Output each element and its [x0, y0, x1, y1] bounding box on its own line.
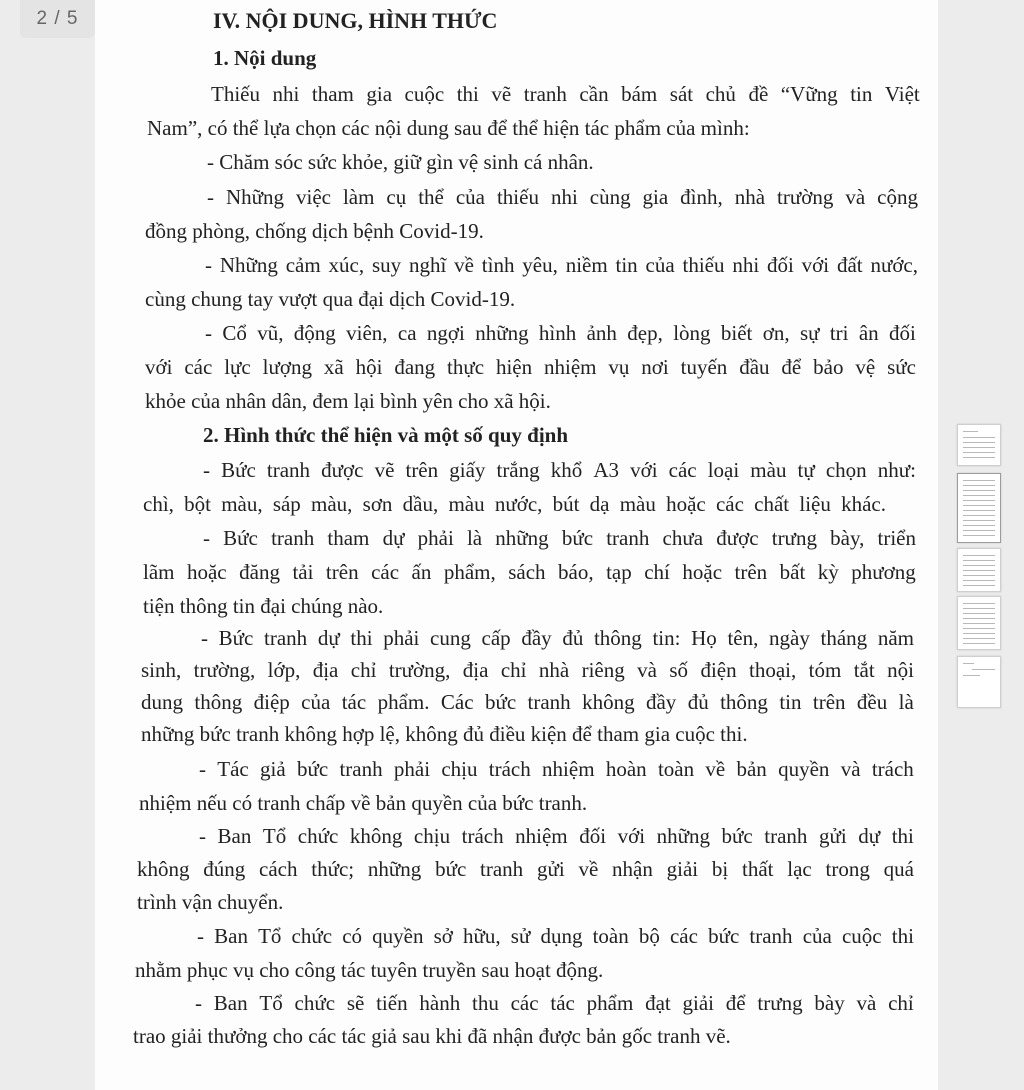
paragraph-line: - Bức tranh dự thi phải cung cấp đầy đủ thông tin: Họ tên, ngày tháng năm: [201, 626, 914, 650]
paragraph-line: những bức tranh không hợp lệ, không đủ điều kiện để tham gia cuộc thi.: [141, 722, 748, 746]
paragraph-line: cùng chung tay vượt qua đại dịch Covid-19.: [145, 287, 516, 311]
paragraph-line: dung thông điệp của tác phẩm. Các bức tranh không đầy đủ thông tin trên đều là: [141, 690, 914, 714]
section-title: IV. NỘI DUNG, HÌNH THỨC: [213, 8, 498, 33]
paragraph-line: - Ban Tổ chức có quyền sở hữu, sử dụng toàn bộ các bức tranh của cuộc thi: [197, 924, 914, 948]
page-thumbnail-current[interactable]: [957, 473, 1001, 543]
paragraph-line: sinh, trường, lớp, địa chỉ trường, địa chỉ nhà riêng và số điện thoại, tóm tắt nội: [141, 658, 914, 682]
page-thumbnail[interactable]: [957, 656, 1001, 708]
paragraph-line: trình vận chuyển.: [137, 890, 284, 914]
page-thumbnail[interactable]: [957, 596, 1001, 650]
paragraph-line: chì, bột màu, sáp màu, sơn dầu, màu nước, bút dạ màu hoặc các chất liệu khác.: [143, 492, 886, 516]
paragraph-line: lãm hoặc đăng tải trên các ấn phẩm, sách báo, tạp chí hoặc trên bất kỳ phương: [143, 560, 916, 584]
paragraph-line: - Cổ vũ, động viên, ca ngợi những hình ảnh đẹp, lòng biết ơn, sự tri ân đối: [205, 321, 916, 345]
page-thumbnail[interactable]: [957, 548, 1001, 592]
paragraph-line: - Những việc làm cụ thể của thiếu nhi cùng gia đình, nhà trường và cộng: [207, 185, 918, 209]
page-thumbnail[interactable]: [957, 424, 1001, 466]
subsection-heading-format: 2. Hình thức thể hiện và một số quy định: [203, 423, 569, 447]
paragraph-line: đồng phòng, chống dịch bệnh Covid-19.: [145, 219, 484, 243]
paragraph-line: - Những cảm xúc, suy nghĩ về tình yêu, niềm tin của thiếu nhi đối với đất nước,: [205, 253, 918, 277]
paragraph-line: nhằm phục vụ cho công tác tuyên truyền sau hoạt động.: [135, 958, 604, 982]
subsection-heading-content: 1. Nội dung: [213, 46, 317, 70]
paragraph-line: - Tác giả bức tranh phải chịu trách nhiệm hoàn toàn về bản quyền và trách: [199, 757, 914, 781]
paragraph-line: - Ban Tổ chức không chịu trách nhiệm đối với những bức tranh gửi dự thi: [199, 824, 914, 848]
paragraph-line: - Chăm sóc sức khỏe, giữ gìn vệ sinh cá nhân.: [207, 150, 594, 174]
paragraph-line: không đúng cách thức; những bức tranh gửi về nhận giải bị thất lạc trong quá: [137, 857, 914, 881]
paragraph-line: với các lực lượng xã hội đang thực hiện nhiệm vụ nơi tuyến đầu để bảo vệ sức: [145, 355, 916, 379]
paragraph-line: Thiếu nhi tham gia cuộc thi vẽ tranh cần bám sát chủ đề “Vững tin Việt: [211, 82, 920, 106]
paragraph-line: - Bức tranh tham dự phải là những bức tranh chưa được trưng bày, triển: [203, 526, 916, 550]
paragraph-line: khỏe của nhân dân, đem lại bình yên cho xã hội.: [145, 389, 551, 413]
paragraph-line: - Ban Tổ chức sẽ tiến hành thu các tác phẩm đạt giải để trưng bày và chỉ: [195, 991, 914, 1015]
paragraph-line: Nam”, có thể lựa chọn các nội dung sau để thể hiện tác phẩm của mình:: [147, 116, 750, 140]
paragraph-line: trao giải thưởng cho các tác giả sau khi đã nhận được bản gốc tranh vẽ.: [133, 1024, 731, 1048]
page-indicator: 2 / 5: [20, 0, 95, 38]
paragraph-line: tiện thông tin đại chúng nào.: [143, 594, 384, 618]
paragraph-line: - Bức tranh được vẽ trên giấy trắng khổ A3 với các loại màu tự chọn như:: [203, 458, 916, 482]
paragraph-line: nhiệm nếu có tranh chấp về bản quyền của bức tranh.: [139, 791, 588, 815]
